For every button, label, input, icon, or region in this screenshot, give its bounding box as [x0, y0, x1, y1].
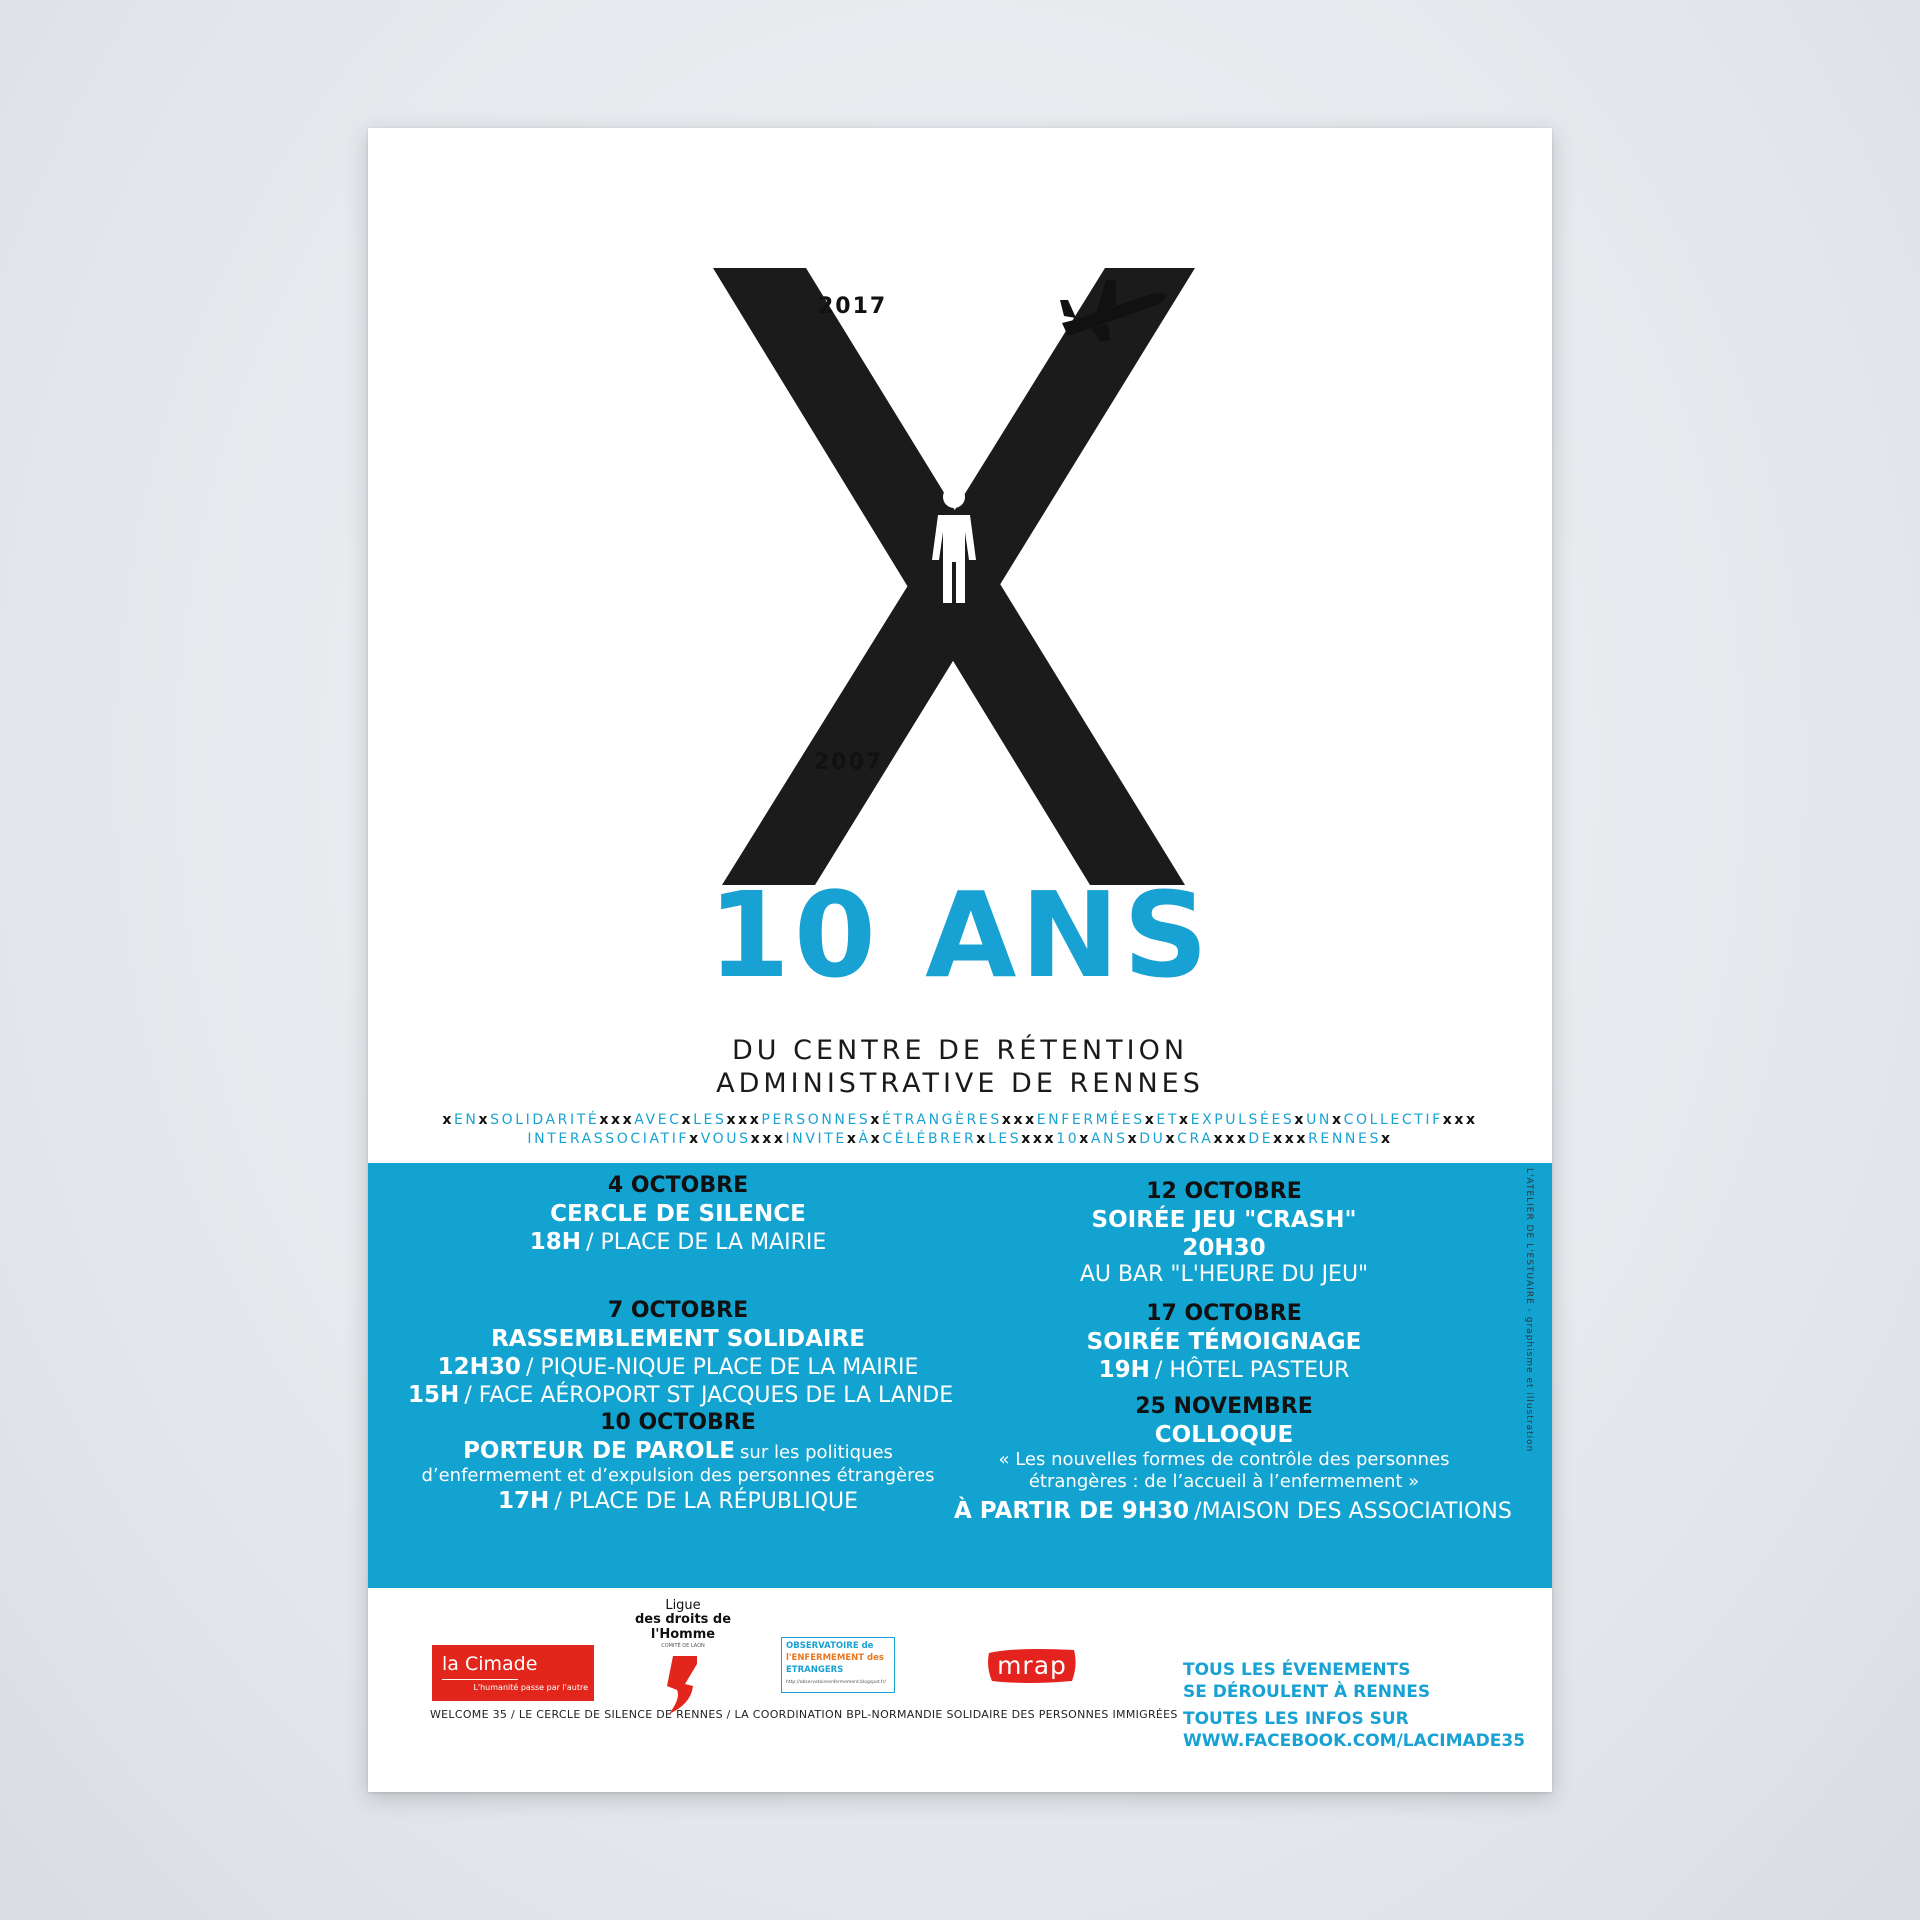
event-date: 7 OCTOBRE: [607, 1297, 749, 1323]
tagline-word: UN: [1306, 1112, 1332, 1128]
tagline-line2: [368, 1132, 1552, 1146]
tagline-separator: x: [1380, 1131, 1393, 1147]
events-right: [954, 1179, 1512, 1526]
event-time: 12H30: [437, 1353, 521, 1380]
year-bottom: 2007: [814, 750, 884, 775]
event-name: RASSEMBLEMENT SOLIDAIRE: [491, 1325, 865, 1352]
ldh-line2: des droits de: [634, 1612, 732, 1628]
tagline-separator: x: [870, 1112, 883, 1128]
tagline-line1: [368, 1113, 1552, 1127]
info-line2: SE DÉROULENT À RENNES: [1183, 1682, 1431, 1702]
tagline-word: LES: [693, 1112, 727, 1128]
event-name: PORTEUR DE PAROLE: [463, 1438, 735, 1465]
event-name: CERCLE DE SILENCE: [550, 1200, 806, 1227]
x-illustration: [368, 128, 1552, 888]
events-left: [408, 1173, 954, 1516]
tagline-word: INVITE: [785, 1131, 847, 1147]
tagline-separator: x: [870, 1131, 883, 1147]
tagline-word: À: [858, 1131, 871, 1147]
tagline-word: EXPULSÉES: [1190, 1112, 1295, 1128]
tagline-separator: x: [1331, 1112, 1344, 1128]
tagline-separator: x: [846, 1131, 859, 1147]
event-name: COLLOQUE: [1154, 1422, 1294, 1449]
tagline-separator: x: [1165, 1131, 1178, 1147]
partners-line: WELCOME 35 / LE CERCLE DE SILENCE DE RENNES / LA COORDINATION BPL-NORMANDIE SOLIDAIRE DES PERSONNES IMMIGRÉES: [430, 1708, 1178, 1721]
cimade-logo-tagline: L'humanité passe par l'autre: [473, 1683, 588, 1692]
tagline-separator: x: [442, 1112, 454, 1128]
subtitle-line2: ADMINISTRATIVE DE RENNES: [716, 1068, 1204, 1099]
event-time: 15H: [408, 1382, 460, 1409]
tagline-word: AVEC: [634, 1112, 682, 1128]
tagline-word: INTERASSOCIATIF: [527, 1131, 690, 1147]
event-place: /MAISON DES ASSOCIATIONS: [1194, 1499, 1512, 1525]
tagline-separator: xxx: [1273, 1131, 1309, 1147]
big-x-letter: [713, 268, 1195, 885]
tagline-word: CRA: [1177, 1131, 1214, 1147]
event-place: / HÔTEL PASTEUR: [1154, 1357, 1350, 1383]
event-time: À PARTIR DE 9H30: [954, 1498, 1190, 1525]
tagline-separator: xxx: [1021, 1131, 1057, 1147]
event-place: / PLACE DE LA RÉPUBLIQUE: [554, 1489, 859, 1515]
tagline-word: ÉTRANGÈRES: [882, 1112, 1002, 1128]
tagline-word: PERSONNES: [761, 1112, 871, 1128]
oee-logo: [781, 1637, 895, 1693]
facebook-link[interactable]: WWW.FACEBOOK.COM/LACIMADE35: [1183, 1731, 1526, 1751]
event-time: 19H: [1098, 1356, 1150, 1383]
oee-line2: l'ENFERMEMENT des: [786, 1653, 884, 1663]
mrap-text: mrap: [997, 1651, 1067, 1680]
event-place: / PIQUE-NIQUE PLACE DE LA MAIRIE: [525, 1354, 919, 1380]
tagline-word: DE: [1248, 1131, 1274, 1147]
tagline-word: ENFERMÉES: [1036, 1112, 1145, 1128]
tagline-separator: xxx: [1001, 1112, 1037, 1128]
tagline-word: SOLIDARITÉ: [490, 1112, 600, 1128]
tagline-separator: x: [689, 1131, 701, 1147]
tagline-word: CÉLÉBRER: [882, 1131, 977, 1147]
ldh-line3: l'Homme: [650, 1626, 716, 1642]
ldh-logo: [618, 1599, 748, 1716]
event-date: 4 OCTOBRE: [607, 1173, 749, 1198]
tagline-separator: x: [1079, 1131, 1091, 1147]
event-name: SOIRÉE TÉMOIGNAGE: [1086, 1328, 1362, 1355]
tagline-separator: x: [1144, 1112, 1157, 1128]
event-place: / FACE AÉROPORT ST JACQUES DE LA LANDE: [464, 1383, 954, 1409]
event-name-suffix: sur les politiques: [740, 1442, 893, 1464]
event-time: 18H: [529, 1228, 581, 1255]
tagline-separator: xxx: [1442, 1112, 1478, 1128]
event-time: 17H: [497, 1488, 550, 1515]
tagline-word: VOUS: [700, 1131, 751, 1147]
info-line1: TOUS LES ÉVENEMENTS: [1183, 1660, 1411, 1680]
tagline-separator: x: [478, 1112, 491, 1128]
event-date: 10 OCTOBRE: [600, 1410, 756, 1436]
oee-line1: OBSERVATOIRE de: [786, 1641, 874, 1651]
event-quote-line1: « Les nouvelles formes de contrôle des personnes: [998, 1449, 1450, 1471]
tagline-separator: x: [976, 1131, 988, 1147]
event-place: AU BAR "L'HEURE DU JEU": [1079, 1261, 1369, 1287]
main-title: 10 ANS: [707, 866, 1213, 1004]
event-place: / PLACE DE LA MAIRIE: [586, 1229, 827, 1255]
event-date: 17 OCTOBRE: [1146, 1300, 1302, 1326]
credit: [1514, 1168, 1534, 1508]
tagline-word: DU: [1139, 1131, 1166, 1147]
credit-text: L'ATELIER DE L'ESTUAIRE - graphisme et illustration: [1524, 1168, 1534, 1453]
tagline-word: LES: [987, 1131, 1022, 1147]
ldh-emblem-icon: [663, 1652, 703, 1716]
event-date: 12 OCTOBRE: [1146, 1179, 1302, 1204]
tagline-separator: xxx: [1213, 1131, 1249, 1147]
subtitle-line1: DU CENTRE DE RÉTENTION: [731, 1035, 1189, 1066]
event-time: 20H30: [1182, 1234, 1266, 1261]
ldh-line1: Ligue: [665, 1598, 701, 1613]
oee-url: http://observatoireenfermement.blogspot.fr/: [786, 1680, 886, 1685]
event-description: d’enfermement et d’expulsion des personnes étrangères: [421, 1465, 935, 1487]
event-name: SOIRÉE JEU "CRASH": [1091, 1206, 1357, 1233]
tagline-separator: xxx: [599, 1112, 635, 1128]
info-line3: TOUTES LES INFOS SUR: [1183, 1709, 1409, 1729]
tagline-separator: xxx: [726, 1112, 762, 1128]
mrap-logo: [986, 1647, 1078, 1685]
event-date: 25 NOVEMBRE: [1135, 1394, 1313, 1420]
cimade-logo-name: la Cimade: [442, 1653, 538, 1675]
tagline-word: 10: [1056, 1131, 1080, 1147]
tagline-separator: x: [1178, 1112, 1191, 1128]
tagline-separator: xxx: [750, 1131, 786, 1147]
tagline-separator: x: [681, 1112, 694, 1128]
tagline-word: EN: [453, 1112, 479, 1128]
tagline-separator: x: [1294, 1112, 1307, 1128]
ldh-small: COMITÉ DE LAON: [661, 1642, 705, 1649]
tagline-word: ANS: [1090, 1131, 1128, 1147]
tagline-separator: x: [1127, 1131, 1140, 1147]
events-band: [368, 1163, 1552, 1588]
tagline-word: RENNES: [1308, 1131, 1381, 1147]
tagline-word: ET: [1156, 1112, 1179, 1128]
oee-line3: ETRANGERS: [786, 1665, 844, 1675]
year-top: 2017: [818, 294, 888, 319]
poster: [368, 128, 1552, 1792]
cimade-logo: [432, 1645, 594, 1701]
tagline-word: COLLECTIF: [1343, 1112, 1443, 1128]
event-quote-line2: étrangères : de l’accueil à l’enfermement »: [1028, 1471, 1420, 1493]
